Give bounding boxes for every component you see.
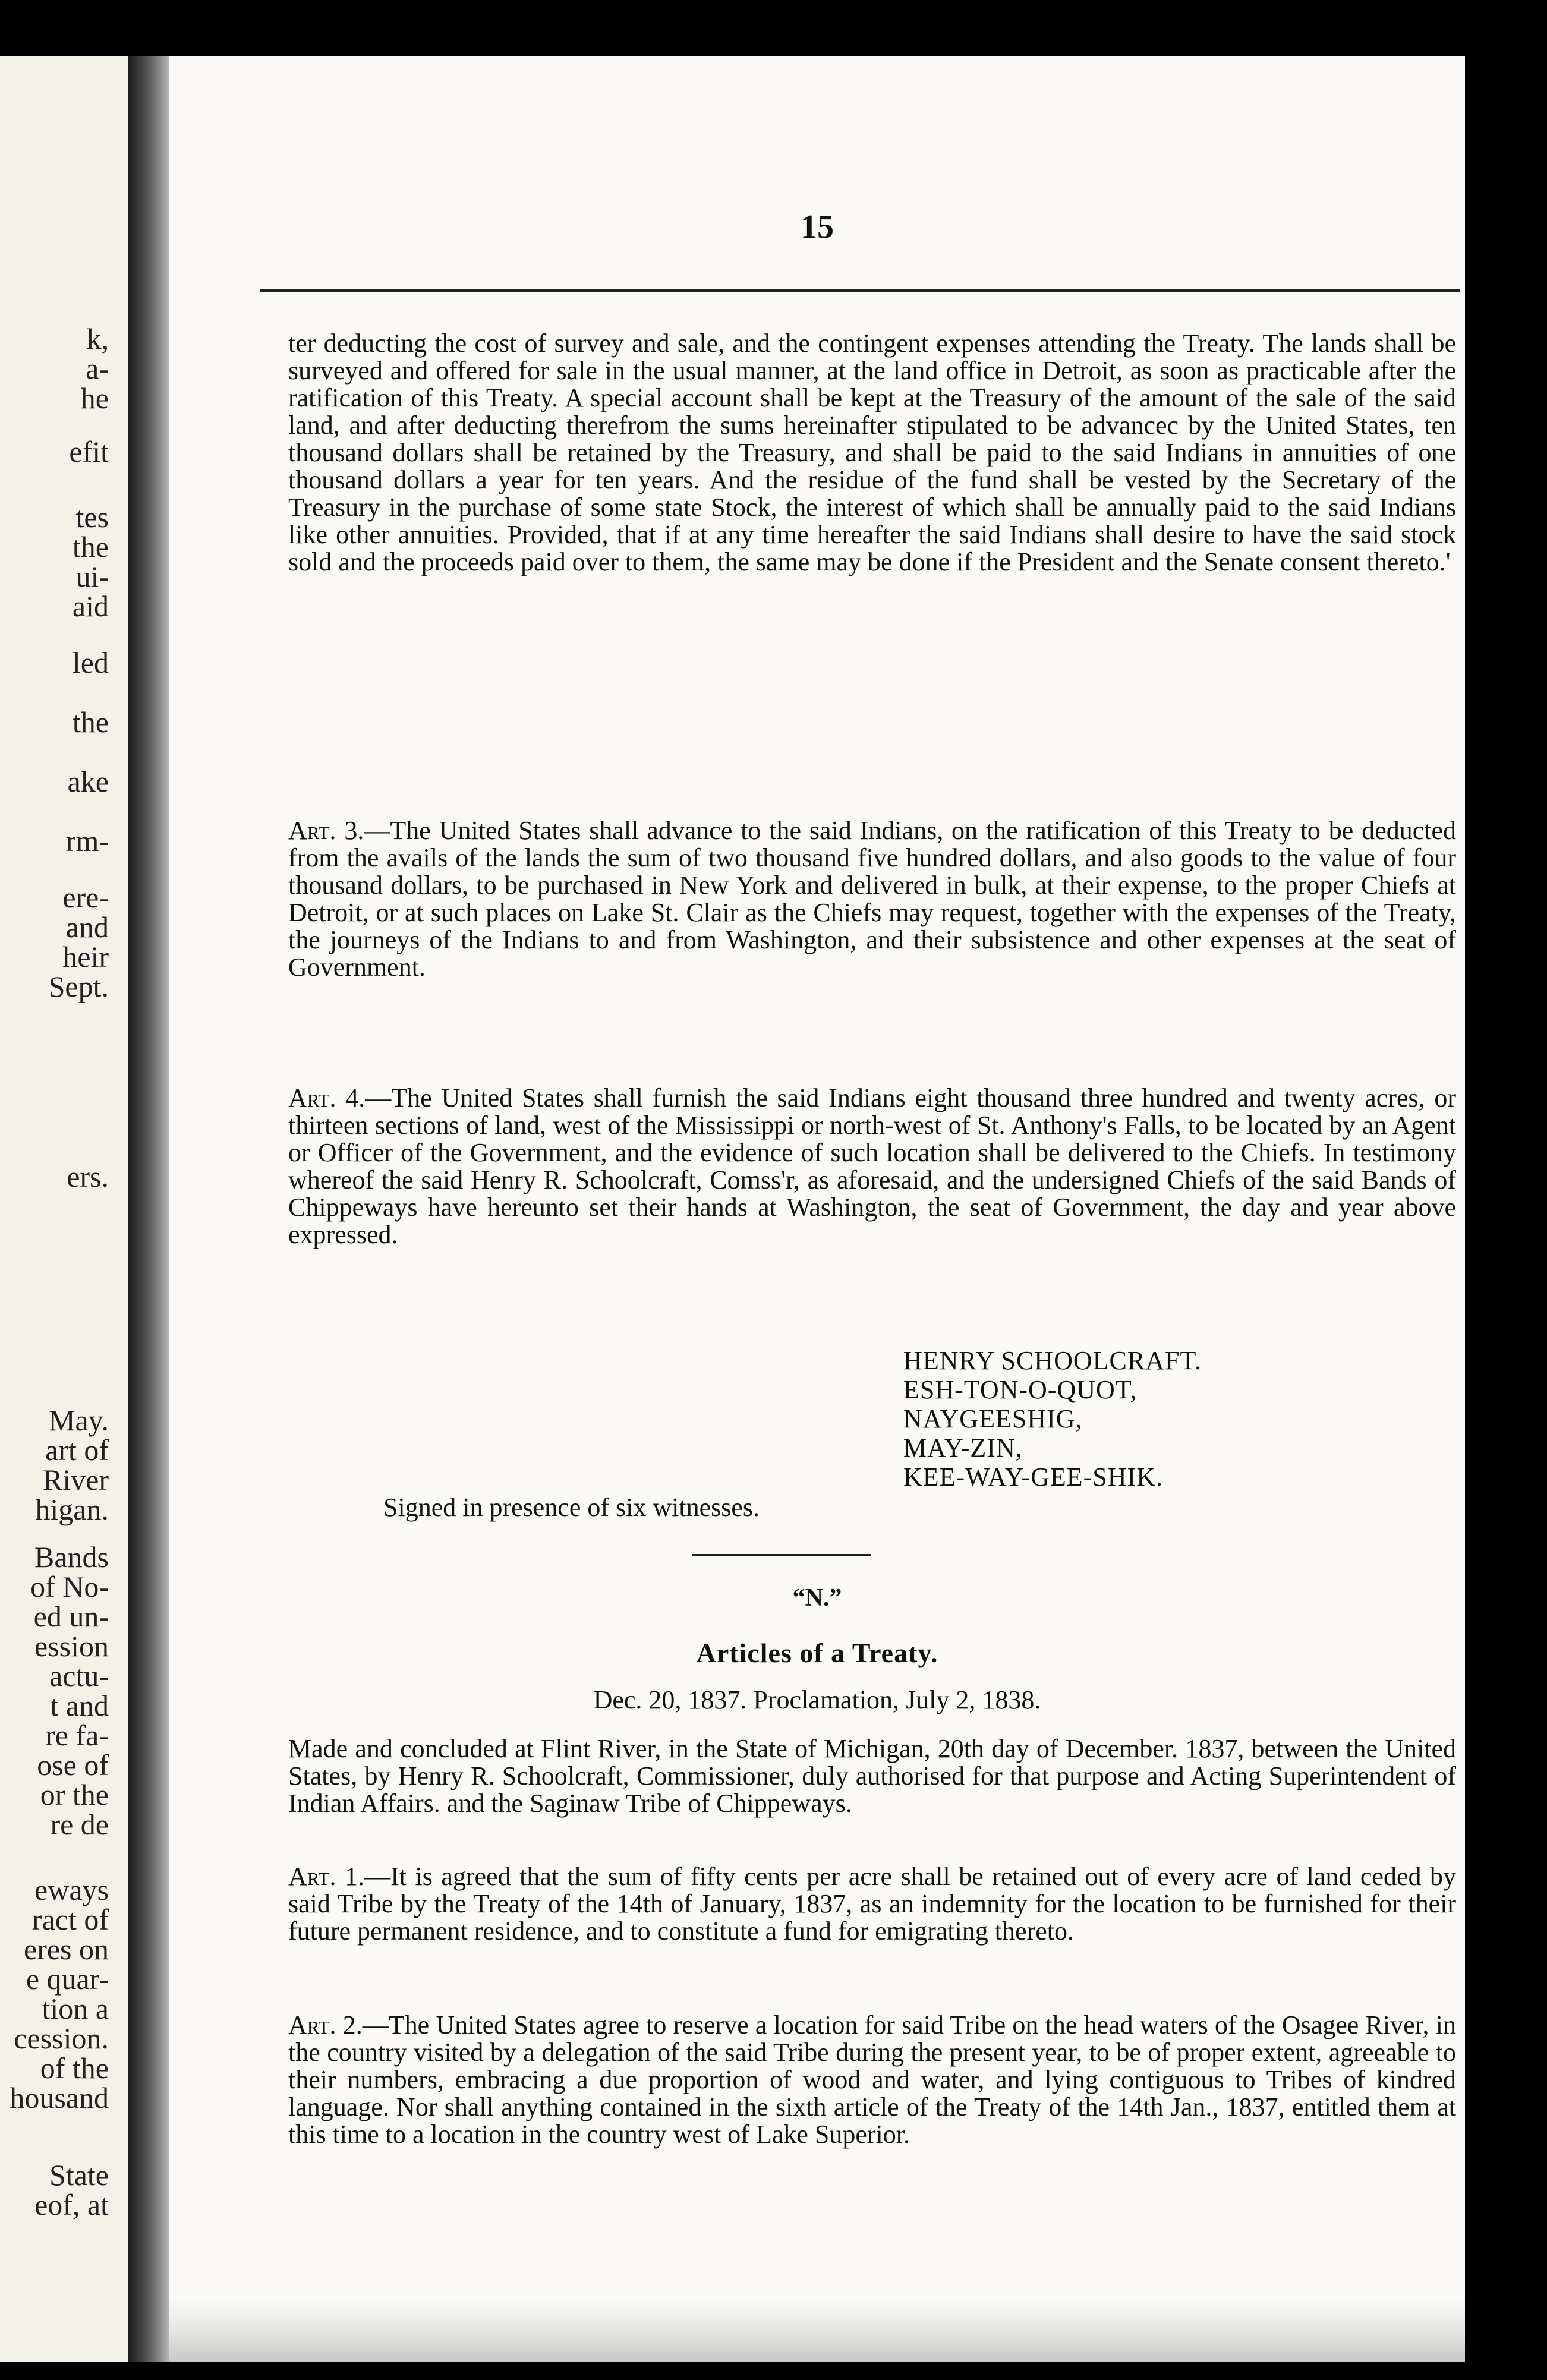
- article-text: —The United States agree to reserve a location for said Tribe on the head waters of the Osagee River, in the country visited by a delegation of the said Tribe during the present year, to be of proper extent, agreeable to their numbers, embracing a due proportion of wood and water, and lying contiguous to Tribes of kindred language. Nor shall anything contained in the sixth article of the Treaty of the 14th Jan., 1837, entitled them at this time to a location in the country west of Lake Superior.: [288, 2010, 1456, 2149]
- section-divider: [692, 1554, 871, 1556]
- treaty-preamble: Made and concluded at Flint River, in the State of Michigan, 20th day of December. 1837, between the United States, by Henry R. Schoolcraft, Commissioner, duly authorised for that purpose and Acting Superintendent of Indian Affairs. and the Saginaw Tribe of Chippeways.: [288, 1734, 1456, 1818]
- left-fragment-line: cession.: [14, 2022, 109, 2055]
- witnesses-line: Signed in presence of six witnesses.: [383, 1493, 760, 1522]
- article-2-paragraph: [288, 2012, 1456, 2148]
- left-fragment-line: ed un-: [33, 1600, 109, 1633]
- left-fragment-line: Sept.: [48, 970, 109, 1003]
- signatory-name: ESH-TON-O-QUOT,: [903, 1375, 1138, 1404]
- left-page-fragment: [0, 56, 128, 2362]
- treaty-dates: Dec. 20, 1837. Proclamation, July 2, 1838.: [593, 1685, 1041, 1714]
- signatory-name: MAY-ZIN,: [903, 1433, 1023, 1462]
- header-rule: [260, 289, 1460, 292]
- left-fragment-line: aid: [72, 590, 109, 623]
- left-fragment-line: he: [80, 382, 109, 415]
- section-mark: “N.”: [792, 1584, 842, 1612]
- left-fragment-line: Bands: [34, 1540, 109, 1574]
- left-fragment-line: ake: [67, 765, 109, 798]
- left-fragment-line: of No-: [30, 1570, 109, 1603]
- left-fragment-line: housand: [10, 2081, 109, 2114]
- page-number: 15: [801, 209, 834, 245]
- treaty-heading: Articles of a Treaty.: [696, 1638, 938, 1668]
- book-gutter: [128, 56, 169, 2362]
- left-fragment-line: of the: [40, 2051, 109, 2085]
- left-fragment-line: a-: [86, 352, 109, 385]
- article-label: Art. 1.: [288, 1862, 365, 1891]
- left-fragment-line: e quar-: [26, 1962, 109, 1996]
- article-label: Art. 3.: [288, 816, 364, 845]
- article-3-paragraph: [288, 817, 1456, 981]
- left-fragment-line: k,: [86, 322, 109, 355]
- left-fragment-line: actu-: [49, 1659, 109, 1692]
- left-fragment-line: rm-: [65, 824, 109, 858]
- article-4-paragraph: [288, 1085, 1456, 1249]
- article-1-paragraph: [288, 1863, 1456, 1945]
- article-label: Art. 2.: [288, 2010, 363, 2039]
- left-fragment-line: eways: [34, 1873, 109, 1906]
- left-fragment-line: eof, at: [34, 2188, 109, 2221]
- left-fragment-line: State: [49, 2158, 109, 2192]
- document-page: [169, 56, 1465, 2362]
- signatory-name: KEE-WAY-GEE-SHIK.: [903, 1462, 1163, 1492]
- left-fragment-line: ers.: [67, 1160, 109, 1193]
- signatory-name: NAYGEESHIG,: [903, 1404, 1083, 1433]
- left-fragment-line: tion a: [42, 1992, 109, 2025]
- left-fragment-line: efit: [69, 435, 109, 468]
- signatory-name: HENRY SCHOOLCRAFT.: [903, 1346, 1202, 1375]
- left-fragment-line: the: [72, 530, 109, 563]
- left-fragment-line: re de: [50, 1808, 109, 1841]
- left-fragment-line: ere-: [62, 881, 109, 914]
- left-fragment-line: t and: [50, 1689, 109, 1722]
- article-label: Art. 4.: [288, 1083, 366, 1112]
- left-fragment-line: higan.: [35, 1493, 109, 1526]
- article-text: —The United States shall furnish the said Indians eight thousand three hundred and twenty acres, or thirteen sections of land, west of the Mississippi or north-west of St. Anthony's Falls, to be located by an Agent or Officer of the Government, and the evidence of such location shall be delivered to the Chiefs. In testimony whereof the said Henry R. Schoolcraft, Comss'r, as aforesaid, and the undersigned Chiefs of the said Bands of Chippeways have hereunto set their hands at Washington, the seat of Government, the day and year above expressed.: [288, 1083, 1456, 1249]
- article-2-continuation: ter deducting the cost of survey and sale, and the contingent expenses attending the Treaty. The lands shall be surveyed and offered for sale in the usual manner, at the land office in Detroit, as soon as practicable after the ratification of this Treaty. A special account shall be kept at the Treasury of the amount of the sale of the said land, and after deducting therefrom the sums hereinafter stipulated to be advancec by the United States, ten thousand dollars shall be retained by the Treasury, and shall be paid to the said Indians in annuities of one thousand dollars a year for ten years. And the residue of the fund shall be vested by the Secretary of the Treasury in the purchase of some state Stock, the interest of which shall be annually paid to the said Indians like other annuities. Provided, that if at any time hereafter the said Indians shall desire to have the said stock sold and the proceeds paid over to them, the same may be done if the President and the Senate consent thereto.': [288, 329, 1456, 576]
- left-fragment-line: heir: [62, 940, 109, 973]
- left-fragment-line: the: [72, 705, 109, 739]
- article-text: —The United States shall advance to the said Indians, on the ratification of this Treaty to be deducted from the avails of the lands the sum of two thousand five hundred dollars, and also goods to the value of four thousand dollars, to be purchased in New York and delivered in bulk, at their expense, to the proper Chiefs at Detroit, or at such places on Lake St. Clair as the Chiefs may request, together with the expenses of the Treaty, the journeys of the Indians to and from Washington, and their subsistence and other expenses at the seat of Government.: [288, 816, 1457, 982]
- left-fragment-line: or the: [40, 1778, 109, 1811]
- left-fragment-line: re fa-: [45, 1719, 109, 1752]
- left-fragment-line: River: [42, 1463, 109, 1496]
- left-fragment-line: ract of: [31, 1903, 109, 1936]
- page-bottom-shadow: [169, 2297, 1465, 2362]
- left-fragment-line: led: [72, 646, 109, 679]
- left-fragment-line: eres on: [24, 1933, 109, 1966]
- article-text: —It is agreed that the sum of fifty cents per acre shall be retained out of every acre of land ceded by said Tribe by the Treaty of the 14th of January, 1837, as an indemnity for the location to be furnished for their future permanent residence, and to constitute a fund for emigrating thereto.: [288, 1862, 1457, 1946]
- left-fragment-line: art of: [45, 1433, 109, 1467]
- left-fragment-line: and: [65, 910, 109, 944]
- left-fragment-line: ession: [34, 1629, 109, 1663]
- left-fragment-line: ose of: [37, 1748, 109, 1782]
- left-fragment-line: tes: [75, 500, 109, 534]
- left-fragment-line: ui-: [75, 560, 109, 593]
- left-fragment-line: May.: [49, 1404, 109, 1437]
- signatory-list: [903, 1346, 1202, 1492]
